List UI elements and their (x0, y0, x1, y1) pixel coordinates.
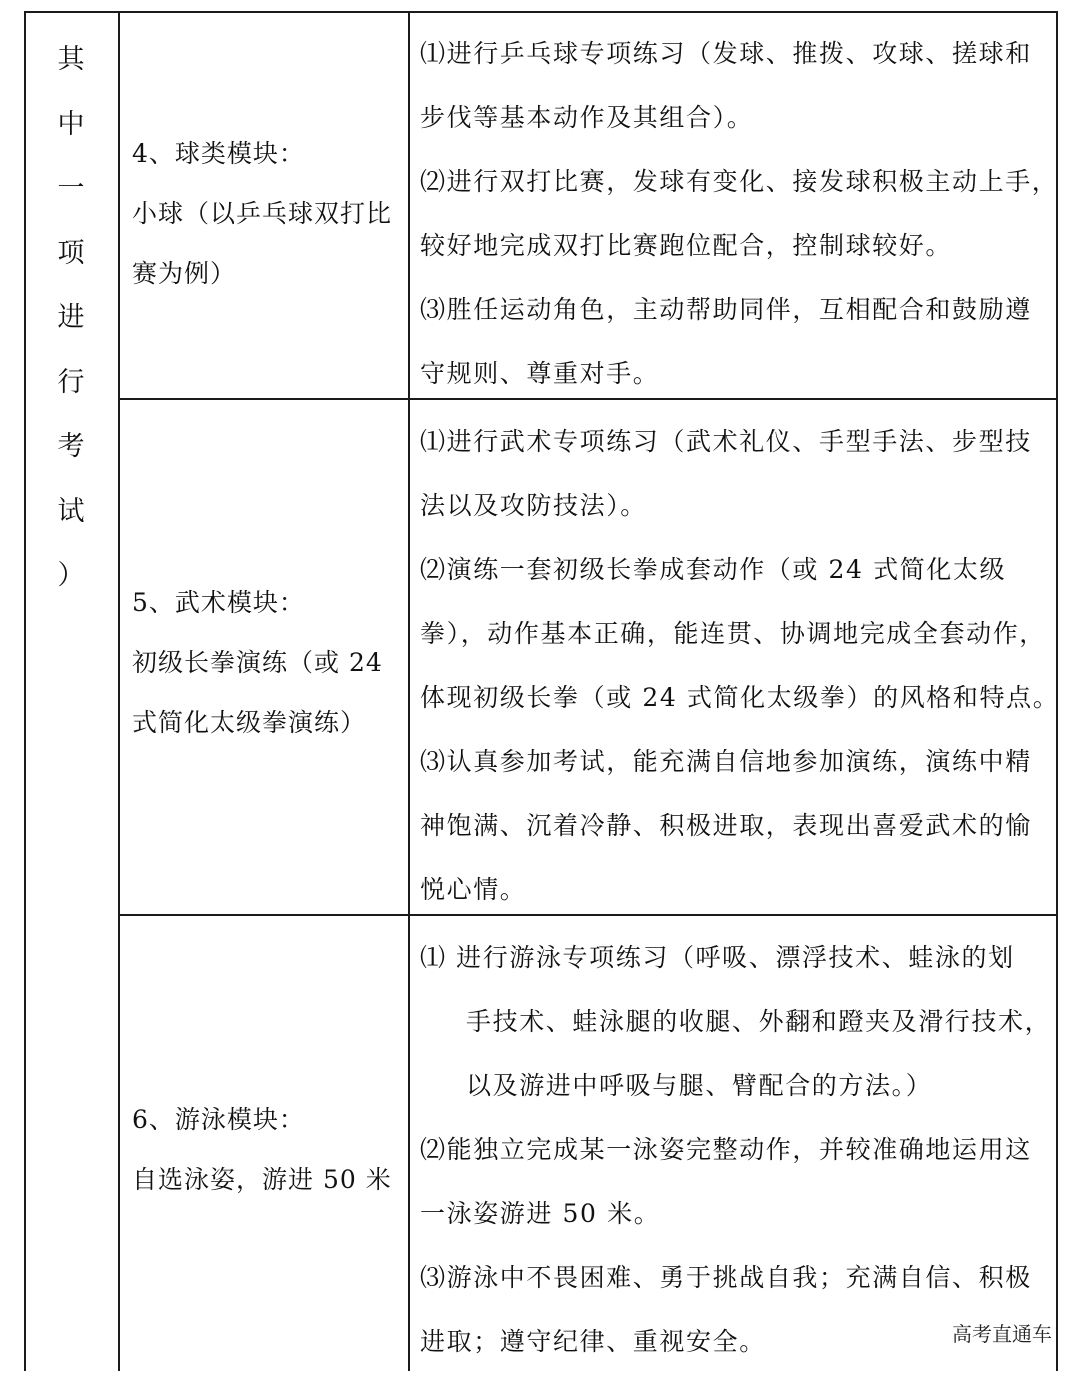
requirement-line: ⑶认真参加考试，能充满自信地参加演练，演练中精 (420, 747, 1032, 776)
watermark-text: 高考直通车 (952, 1322, 1052, 1346)
module-line: 自选泳姿，游进 50 米 (132, 1165, 392, 1194)
requirement-line: 手技术、蛙泳腿的收腿、外翻和蹬夹及滑行技术， (466, 1007, 1052, 1036)
requirement-line: ⑴ 进行游泳专项练习（呼吸、漂浮技术、蛙泳的划 (420, 943, 1015, 972)
requirement-line: ⑵能独立完成某一泳姿完整动作，并较准确地运用这 (420, 1135, 1032, 1164)
requirement-line: ⑴进行武术专项练习（武术礼仪、手型手法、步型技 (420, 427, 1032, 456)
table-divider-col1 (118, 11, 120, 1371)
requirements-swimming (420, 926, 1060, 1374)
title-char: ） (57, 560, 85, 591)
title-char: 项 (57, 237, 85, 269)
requirement-line: 体现初级长拳（或 24 式简化太级拳）的风格和特点。 (420, 683, 1060, 712)
module-line: 式简化太级拳演练） (132, 708, 367, 737)
module-wushu (132, 573, 400, 753)
requirement-line: ⑵进行双打比赛，发球有变化、接发球积极主动上手， (420, 167, 1059, 196)
table-border-top (24, 11, 1058, 13)
vertical-column-title (52, 28, 90, 609)
requirement-line: 拳），动作基本正确，能连贯、协调地完成全套动作， (420, 619, 1046, 648)
module-line: 5、武术模块： (132, 588, 305, 617)
requirements-ball (420, 22, 1060, 406)
module-swimming (132, 1090, 400, 1210)
requirement-line: 一泳姿游进 50 米。 (420, 1199, 661, 1228)
requirement-line: 较好地完成双打比赛跑位配合，控制球较好。 (420, 231, 953, 260)
module-line: 4、球类模块： (132, 139, 305, 168)
table-border-left (24, 11, 26, 1371)
title-char: 行 (57, 366, 85, 398)
requirement-line: 法以及攻防技法）。 (420, 491, 647, 520)
requirement-line: 守规则、尊重对手。 (420, 359, 660, 388)
title-char: 进 (57, 302, 85, 333)
requirement-line: 步伐等基本动作及其组合）。 (420, 103, 754, 132)
title-char: 试 (57, 495, 85, 527)
requirement-line: ⑴进行乒乓球专项练习（发球、推拨、攻球、搓球和 (420, 39, 1032, 68)
title-char: 中 (57, 108, 85, 140)
requirement-line: 悦心情。 (420, 875, 527, 904)
module-line: 6、游泳模块： (132, 1105, 305, 1134)
requirement-line: ⑶胜任运动角色，主动帮助同伴，互相配合和鼓励遵 (420, 295, 1032, 324)
requirement-line: ⑶游泳中不畏困难、勇于挑战自我；充满自信、积极 (420, 1263, 1032, 1292)
requirement-line: ⑵演练一套初级长拳成套动作（或 24 式简化太级 (420, 555, 1007, 584)
module-ball (132, 124, 400, 304)
requirement-line: 神饱满、沉着冷静、积极进取，表现出喜爱武术的愉 (420, 811, 1032, 840)
module-line: 初级长拳演练（或 24 (132, 648, 383, 677)
requirement-line: 以及游进中呼吸与腿、臂配合的方法。） (466, 1071, 933, 1100)
module-line: 赛为例） (132, 259, 237, 288)
table-divider-col2 (408, 11, 410, 1371)
module-line: 小球（以乒乓球双打比 (132, 199, 393, 228)
requirements-wushu (420, 410, 1060, 922)
title-char: 考 (57, 431, 85, 462)
title-char: 一 (57, 173, 85, 204)
requirement-line: 进取；遵守纪律、重视安全。 (420, 1327, 766, 1356)
title-char: 其 (57, 44, 85, 75)
